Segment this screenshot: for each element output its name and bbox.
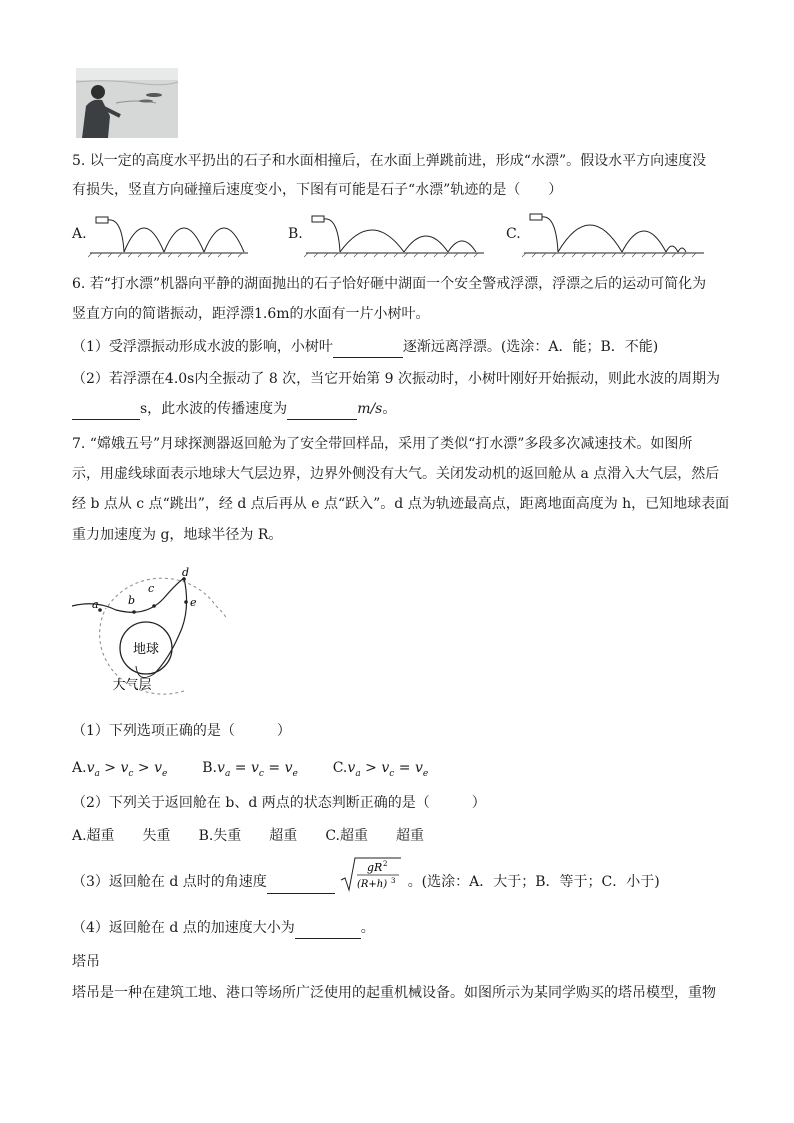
atmosphere-label: 大气层 — [112, 678, 152, 693]
q5-option-a-label: A. — [72, 226, 87, 242]
q6-speed-blank[interactable] — [287, 404, 357, 420]
q6-sub2: （2）若浮漂在4.0s内全振动了 8 次，当它开始第 9 次振动时，小树叶刚好开始振动，则此水波的周期为 — [72, 371, 720, 387]
q7-text-line-4: 重力加速度为 g，地球半径为 R。 — [72, 527, 283, 543]
q6-period-blank[interactable] — [72, 404, 140, 420]
q6-text-line-2: 竖直方向的简谐振动，距浮漂1.6m的水面有一片小树叶。 — [72, 306, 430, 322]
q7-sub2-options: A.超重 失重 B.失重 超重 C.超重 超重 — [72, 828, 424, 844]
q7-reentry-diagram — [66, 566, 226, 696]
q7-text-line-1: 7. “嫦娥五号”月球探测器返回舱为了安全带回样品，采用了类似“打水漂”多段多次减速技术。如图所 — [72, 436, 693, 452]
q6-sub1: （1）受浮漂振动形成水波的影响，小树叶 逐渐远离浮漂。(选涂：A．能；B．不能) — [72, 336, 734, 358]
section-text: 塔吊是一种在建筑工地、港口等场所广泛使用的起重机械设备。如图所示为某同学购买的塔吊模型，重物 — [72, 985, 716, 1001]
q7-sub3-blank[interactable] — [267, 878, 335, 894]
point-d-label: d — [182, 566, 190, 579]
q5-text-line-2: 有损失，竖直方向碰撞后速度变小，下图有可能是石子“水漂”轨迹的是（ ） — [72, 182, 563, 198]
q7-sub2: （2）下列关于返回舱在 b、d 两点的状态判断正确的是（ ） — [72, 795, 486, 811]
q7-sub4-blank[interactable] — [295, 923, 361, 939]
q7-text-line-3: 经 b 点从 c 点“跳出”，经 d 点后再从 e 点“跃入”。d 点为轨迹最高点，距离地面高度为 h，已知地球表面 — [72, 496, 730, 512]
q5-text-line-1: 5. 以一定的高度水平扔出的石子和水面相撞后，在水面上弹跳前进，形成“水漂”。假设水平方向速度没 — [72, 153, 707, 169]
point-c-label: c — [148, 582, 155, 595]
sqrt-formula — [339, 856, 403, 894]
q6-sub1-blank[interactable] — [333, 342, 403, 358]
q5-option-a-trajectory — [88, 212, 248, 258]
q7-sub3: （3）返回舱在 d 点时的角速度 gR 2 (R+h) 3 。(选涂：A．大于；B．等于；C．小于) — [72, 870, 734, 894]
stone-skipping-photo — [76, 68, 178, 138]
earth-label: 地球 — [132, 642, 160, 657]
q5-option-b-trajectory — [304, 212, 484, 258]
q7-sub1-options: $A.v_a > v_c > v_e$ $B.v_a = v_c = v_e$ $C.v_a > v_c = v_e$ — [72, 760, 429, 779]
q6-text-line-1: 6. 若“打水漂”机器向平静的湖面抛出的石子恰好砸中湖面一个安全警戒浮漂，浮漂之后的运动可简化为 — [72, 276, 707, 292]
point-a-label: a — [92, 598, 99, 611]
svg-text:2: 2 — [383, 860, 388, 868]
q6-sub2-answers: s，此水波的传播速度为 m/s。 — [72, 398, 734, 420]
section-title: 塔吊 — [72, 954, 100, 970]
svg-text:3: 3 — [391, 877, 396, 885]
svg-text:(R+h): (R+h) — [357, 879, 388, 890]
q5-option-b-label: B. — [288, 226, 303, 242]
point-b-label: b — [128, 594, 136, 607]
q7-text-line-2: 示，用虚线球面表示地球大气层边界，边界外侧没有大气。关闭发动机的返回舱从 a 点滑入大气层，然后 — [72, 466, 720, 482]
q5-option-c-trajectory — [522, 210, 704, 258]
point-e-label: e — [190, 596, 197, 609]
q5-option-c-label: C. — [506, 226, 521, 242]
svg-text:gR: gR — [367, 861, 383, 874]
q7-sub1: （1）下列选项正确的是（ ） — [72, 723, 291, 739]
q7-sub4: （4）返回舱在 d 点的加速度大小为 。 — [72, 917, 734, 939]
